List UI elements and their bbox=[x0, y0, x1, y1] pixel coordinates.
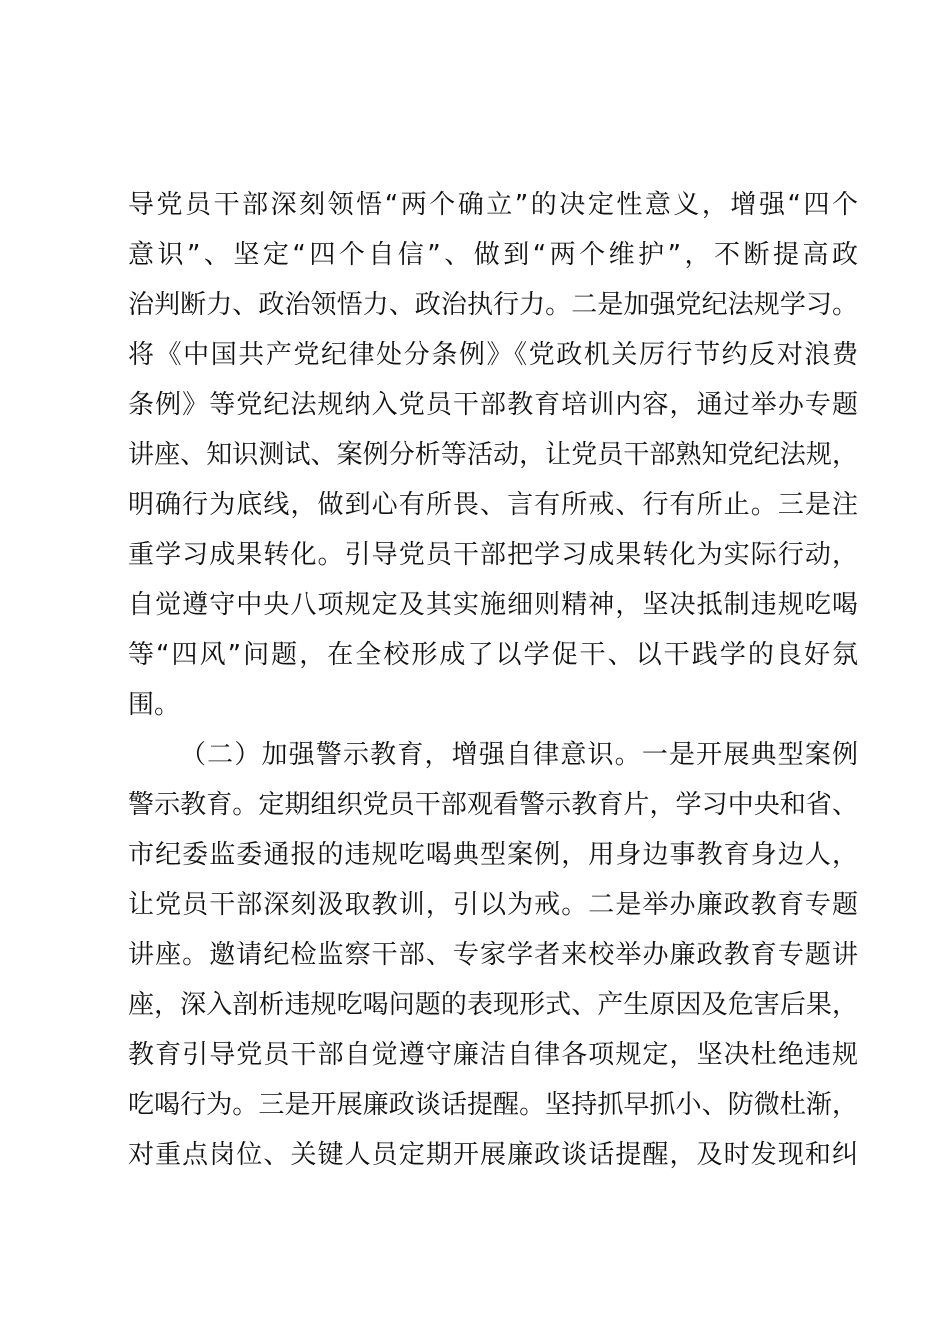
paragraph-line: 明确行为底线，做到心有所畏、言有所戒、行有所止。三是注 bbox=[128, 490, 858, 520]
paragraph-line: 围。 bbox=[128, 690, 181, 720]
paragraph-line: 重学习成果转化。引导党员干部把学习成果转化为实际行动， bbox=[128, 540, 858, 570]
paragraph-line: （二）加强警示教育，增强自律意识。一是开展典型案例 bbox=[180, 740, 858, 770]
paragraph-2 bbox=[128, 730, 858, 1180]
paragraph-line: 治判断力、政治领悟力、政治执行力。二是加强党纪法规学习。 bbox=[128, 290, 858, 320]
paragraph-line: 导党员干部深刻领悟“两个确立”的决定性意义，增强“四个 bbox=[128, 190, 858, 220]
paragraph-line: 让党员干部深刻汲取教训，引以为戒。二是举办廉政教育专题 bbox=[128, 890, 858, 920]
paragraph-line: 将《中国共产党纪律处分条例》《党政机关厉行节约反对浪费 bbox=[128, 340, 858, 370]
paragraph-1 bbox=[128, 180, 858, 730]
paragraph-line: 讲座、知识测试、案例分析等活动，让党员干部熟知党纪法规， bbox=[128, 440, 858, 470]
paragraph-line: 等“四风”问题，在全校形成了以学促干、以干践学的良好氛 bbox=[128, 640, 858, 670]
paragraph-line: 吃喝行为。三是开展廉政谈话提醒。坚持抓早抓小、防微杜渐， bbox=[128, 1090, 858, 1120]
paragraph-line: 市纪委监委通报的违规吃喝典型案例，用身边事教育身边人， bbox=[128, 840, 858, 870]
paragraph-line: 警示教育。定期组织党员干部观看警示教育片，学习中央和省、 bbox=[128, 790, 858, 820]
paragraph-line: 意识”、坚定“四个自信”、做到“两个维护”，不断提高政 bbox=[128, 240, 858, 270]
paragraph-line: 条例》等党纪法规纳入党员干部教育培训内容，通过举办专题 bbox=[128, 390, 858, 420]
paragraph-line: 自觉遵守中央八项规定及其实施细则精神，坚决抵制违规吃喝 bbox=[128, 590, 858, 620]
paragraph-line: 教育引导党员干部自觉遵守廉洁自律各项规定，坚决杜绝违规 bbox=[128, 1040, 858, 1070]
document-body bbox=[128, 180, 858, 1180]
paragraph-line: 讲座。邀请纪检监察干部、专家学者来校举办廉政教育专题讲 bbox=[128, 940, 858, 970]
paragraph-line: 座，深入剖析违规吃喝问题的表现形式、产生原因及危害后果， bbox=[128, 990, 858, 1020]
paragraph-line: 对重点岗位、关键人员定期开展廉政谈话提醒，及时发现和纠 bbox=[128, 1140, 858, 1170]
